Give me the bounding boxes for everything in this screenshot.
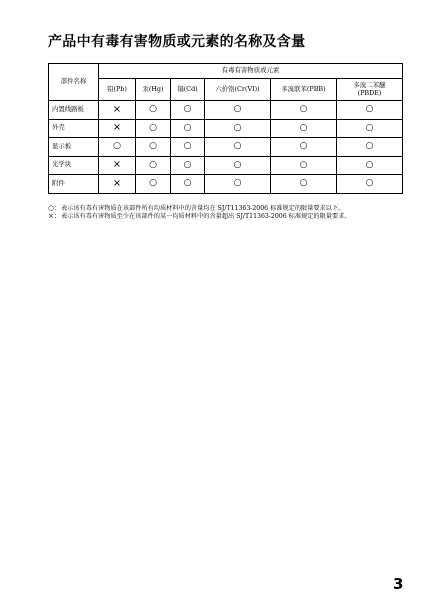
page-number: 3: [393, 575, 404, 593]
table-row: [49, 138, 403, 157]
column-header-chromium: 六价铬(Cr(VI)): [205, 79, 271, 101]
note-cross-text: 表示该有毒有害物质至少在该部件的某一均质材料中的含量超出 SJ/T11363-2006 标准规定的限量要求。: [61, 213, 351, 221]
circle-icon: ○: [271, 156, 337, 175]
notes: [48, 205, 406, 221]
cross-icon: ×: [99, 101, 136, 120]
circle-icon: ○: [99, 138, 136, 157]
cross-icon: ×：: [48, 212, 61, 221]
table-row: [49, 119, 403, 138]
circle-icon: ○: [171, 156, 205, 175]
table-header-row: [49, 64, 403, 79]
circle-icon: ○: [337, 156, 403, 175]
circle-icon: ○: [171, 138, 205, 157]
circle-icon: ○: [171, 119, 205, 138]
part-name-cell: 附件: [49, 175, 99, 194]
cross-icon: ×: [99, 119, 136, 138]
column-header-mercury: 汞(Hg): [136, 79, 171, 101]
circle-icon: ○: [205, 138, 271, 157]
circle-icon: ○: [337, 175, 403, 194]
table-row: [49, 156, 403, 175]
circle-icon: ○: [205, 119, 271, 138]
part-name-header: 部件名称: [49, 64, 99, 101]
circle-icon: ○: [205, 156, 271, 175]
note-circle: [48, 205, 406, 213]
circle-icon: ○: [271, 119, 337, 138]
circle-icon: ○: [337, 138, 403, 157]
substance-columns-row: [49, 79, 403, 101]
circle-icon: ○: [337, 119, 403, 138]
circle-icon: ○: [136, 138, 171, 157]
circle-icon: ○: [205, 101, 271, 120]
circle-icon: ○: [171, 175, 205, 194]
column-header-pbb: 多溴联苯(PBB): [271, 79, 337, 101]
column-header-lead: 铅(Pb): [99, 79, 136, 101]
circle-icon: ○: [136, 156, 171, 175]
column-header-cadmium: 镉(Cd): [171, 79, 205, 101]
substance-group-header: 有毒有害物质或元素: [99, 64, 403, 79]
note-cross: [48, 213, 406, 221]
hazardous-substance-table: [48, 63, 403, 194]
cross-icon: ×: [99, 156, 136, 175]
part-name-cell: 外壳: [49, 119, 99, 138]
circle-icon: ○: [136, 175, 171, 194]
circle-icon: ○: [205, 175, 271, 194]
part-name-cell: 内置线路板: [49, 101, 99, 120]
column-header-pbde: 多溴二苯醚 (PBDE): [337, 79, 403, 101]
circle-icon: ○: [136, 101, 171, 120]
circle-icon: ○: [171, 101, 205, 120]
circle-icon: ○: [271, 101, 337, 120]
table-row: [49, 101, 403, 120]
circle-icon: ○: [337, 101, 403, 120]
circle-icon: ○: [136, 119, 171, 138]
page-title: 产品中有毒有害物质或元素的名称及含量: [48, 34, 306, 50]
circle-icon: ○：: [48, 204, 62, 212]
table-row: [49, 175, 403, 194]
circle-icon: ○: [271, 138, 337, 157]
note-circle-text: 表示该有毒有害物质在该部件所有均质材料中的含量均在 SJ/T11363-2006 标准规定的限量要求以下。: [61, 205, 345, 212]
part-name-cell: 光学块: [49, 156, 99, 175]
part-name-cell: 显示板: [49, 138, 99, 157]
cross-icon: ×: [99, 175, 136, 194]
circle-icon: ○: [271, 175, 337, 194]
